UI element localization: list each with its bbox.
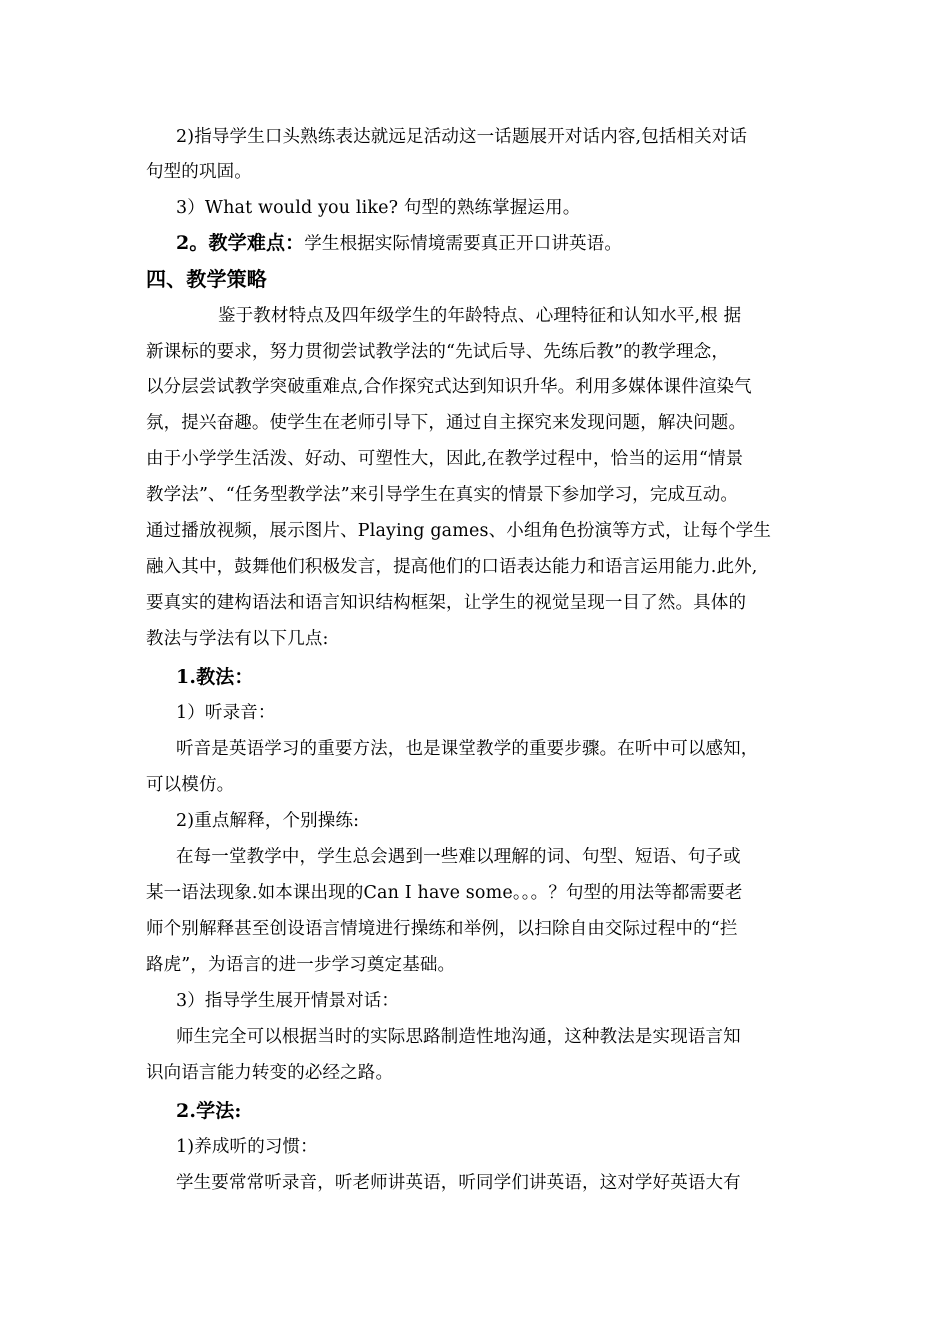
paragraph-line: 教学法”、“任务型教学法”来引导学生在真实的情景下参加学习，完成互动。	[146, 485, 739, 505]
list-item: 2)重点解释，个别操练:	[176, 811, 360, 831]
method-heading: 2.学法:	[176, 1100, 242, 1122]
paragraph-line: 学生要常常听录音，听老师讲英语，听同学们讲英语，这对学好英语大有	[176, 1173, 741, 1193]
list-item: 1)养成听的习惯：	[176, 1137, 318, 1157]
paragraph-line: 师个别解释甚至创设语言情境进行操练和举例，以扫除自由交际过程中的“拦	[146, 919, 738, 939]
method-heading: 1.教法：	[176, 666, 254, 688]
paragraph-line: 氛，提兴奋趣。使学生在老师引导下，通过自主探究来发现问题，解决问题。	[146, 413, 747, 433]
paragraph-line: 句型的巩固。	[146, 162, 252, 182]
paragraph-line: 可以模仿。	[146, 775, 235, 795]
paragraph-line: 听音是英语学习的重要方法，也是课堂教学的重要步骤。在听中可以感知，	[176, 739, 759, 759]
list-item: 2)指导学生口头熟练表达就远足活动这一话题展开对话内容,包括相关对话	[176, 127, 748, 147]
paragraph-line: 鉴于教材特点及四年级学生的年龄特点、心理特征和认知水平,根 据	[218, 306, 742, 326]
subheading-text: 学生根据实际情境需要真正开口讲英语。	[304, 234, 622, 254]
list-item: 3）What would you like? 句型的熟练掌握运用。	[176, 198, 581, 218]
paragraph-line: 以分层尝试教学突破重难点,合作探究式达到知识升华。利用多媒体课件渲染气	[146, 377, 752, 397]
paragraph-line: 通过播放视频，展示图片、Playing games、小组角色扮演等方式，让每个学生	[146, 521, 772, 541]
paragraph-line: 由于小学学生活泼、好动、可塑性大，因此,在教学过程中，恰当的运用“情景	[146, 449, 744, 469]
section-heading: 四、教学策略	[146, 267, 267, 291]
subheading-line	[176, 230, 622, 257]
paragraph-line: 某一语法现象.如本课出现的Can I have some。。。？句型的用法等都需要老	[146, 883, 743, 903]
paragraph-line: 路虎”，为语言的进一步学习奠定基础。	[146, 955, 456, 975]
paragraph-line: 教法与学法有以下几点:	[146, 629, 329, 649]
paragraph-line: 师生完全可以根据当时的实际思路制造性地沟通，这种教法是实现语言知	[176, 1027, 741, 1047]
subheading-label: 2。教学难点：	[176, 232, 305, 254]
paragraph-line: 新课标的要求，努力贯彻尝试教学法的“先试后导、先练后教”的教学理念，	[146, 342, 729, 362]
list-item: 3）指导学生展开情景对话：	[176, 991, 400, 1011]
paragraph-line: 融入其中，鼓舞他们积极发言，提高他们的口语表达能力和语言运用能力.此外,	[146, 557, 758, 577]
paragraph-line: 识向语言能力转变的必经之路。	[146, 1063, 394, 1083]
list-item: 1）听录音：	[176, 703, 276, 723]
paragraph-line: 在每一堂教学中，学生总会遇到一些难以理解的词、句型、短语、句子或	[176, 847, 741, 867]
paragraph-line: 要真实的建构语法和语言知识结构框架，让学生的视觉呈现一目了然。具体的	[146, 593, 747, 613]
